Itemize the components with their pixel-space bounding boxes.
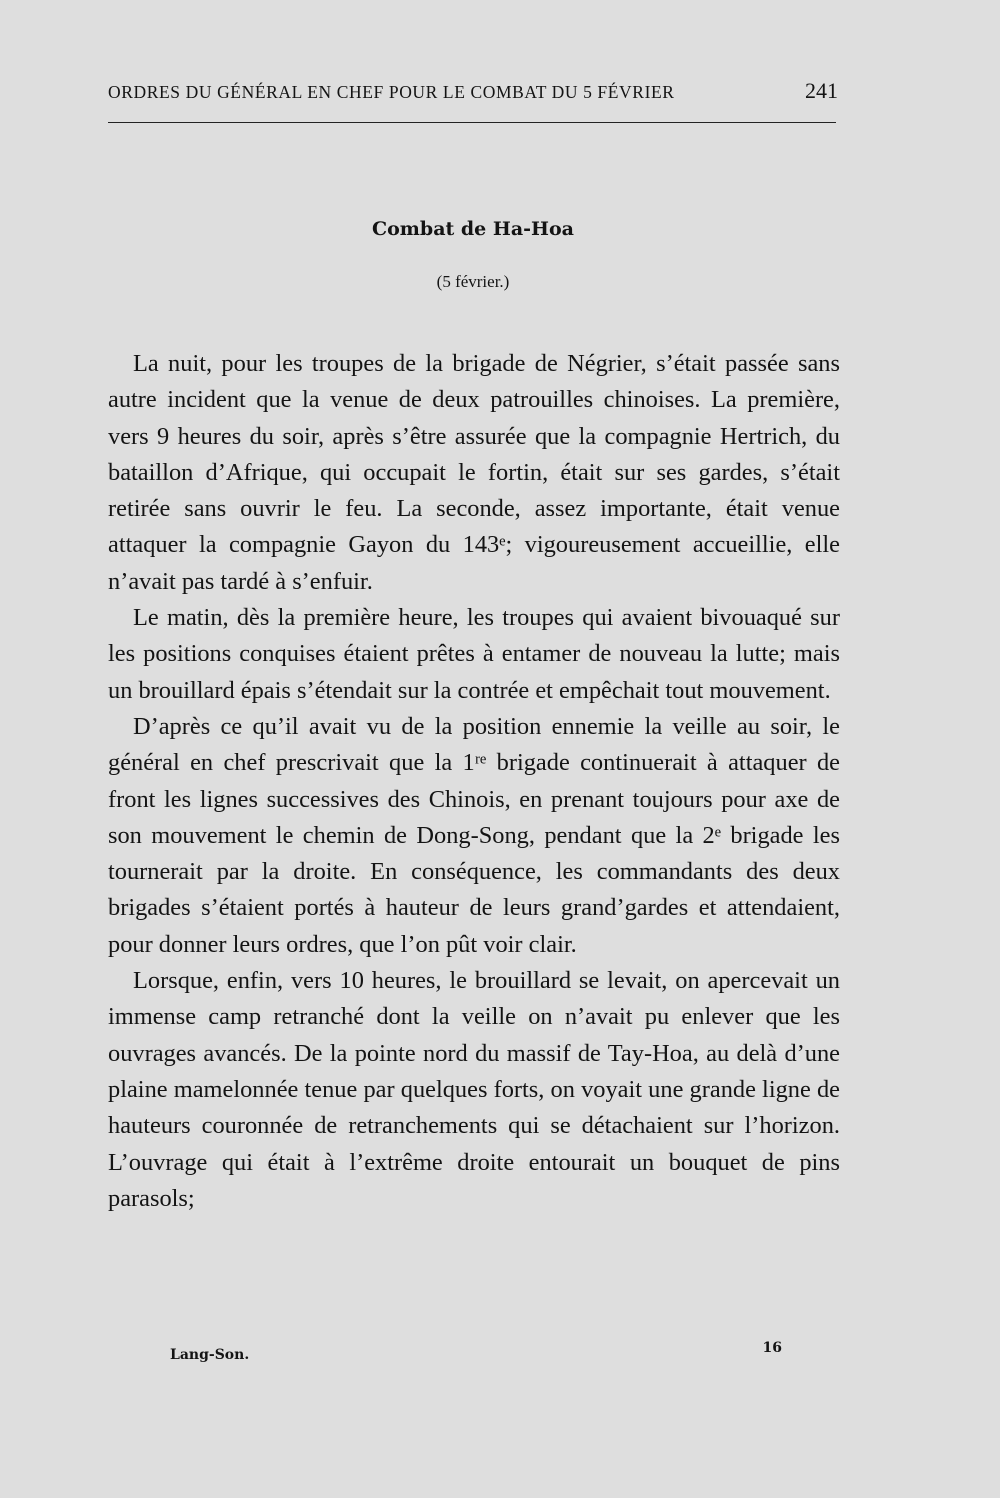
- section-title: Combat de Ha-Hoa: [372, 218, 574, 240]
- paragraph: Le matin, dès la première heure, les troupes qui avaient bivouaqué sur les positions conquises étaient prêtes à entamer de nouveau la lutte; mais un brouillard épais s’étendait sur la contrée et empêchait tout mouvement.: [108, 604, 840, 704]
- body-text: [108, 346, 840, 1217]
- footer-book-title: Lang-Son.: [170, 1347, 250, 1363]
- paragraph: D’après ce qu’il avait vu de la position ennemie la veille au soir, le général en chef prescrivait que la 1ʳᵉ brigade continuerait à attaquer de front les lignes successives des Chinois, en prenant toujours pour axe de son mouvement le chemin de Dong-Song, pendant que la 2ᵉ brigade les tournerait par la droite. En conséquence, les commandants des deux brigades s’étaient portés à hauteur de leurs grand’gardes et attendaient, pour donner leurs ordres, que l’on pût voir clair.: [108, 712, 840, 958]
- page-footer: [170, 1340, 790, 1363]
- paragraph: La nuit, pour les troupes de la brigade de Négrier, s’était passée sans autre incident que la venue de deux patrouilles chinoises. La première, vers 9 heures du soir, après s’être assurée que la compagnie Hertrich, du bataillon d’Afrique, qui occupait le fortin, était sur ses gardes, s’était retirée sans ouvrir le feu. La seconde, assez importante, était venue attaquer la compagnie Gayon du 143ᵉ; vigoureusement accueillie, elle n’avait pas tardé à s’enfuir.: [108, 350, 840, 595]
- running-head: [108, 78, 838, 110]
- running-title: ORDRES DU GÉNÉRAL EN CHEF POUR LE COMBAT DU 5 FÉVRIER: [108, 82, 675, 102]
- page-number: 241: [805, 78, 838, 103]
- header-rule: [108, 122, 836, 123]
- section-date: (5 février.): [436, 272, 510, 291]
- paragraph: Lorsque, enfin, vers 10 heures, le brouillard se levait, on apercevait un immense camp retranché dont la veille on n’avait pu enlever que les ouvrages avancés. De la pointe nord du massif de Tay-Hoa, au delà d’une plaine mamelonnée tenue par quelques forts, on voyait une grande ligne de hauteurs couronnée de retranchements qui se détachaient sur l’horizon. L’ouvrage qui était à l’extrême droite entourait un bouquet de pins parasols;: [108, 967, 840, 1212]
- signature-mark: 16: [762, 1340, 782, 1356]
